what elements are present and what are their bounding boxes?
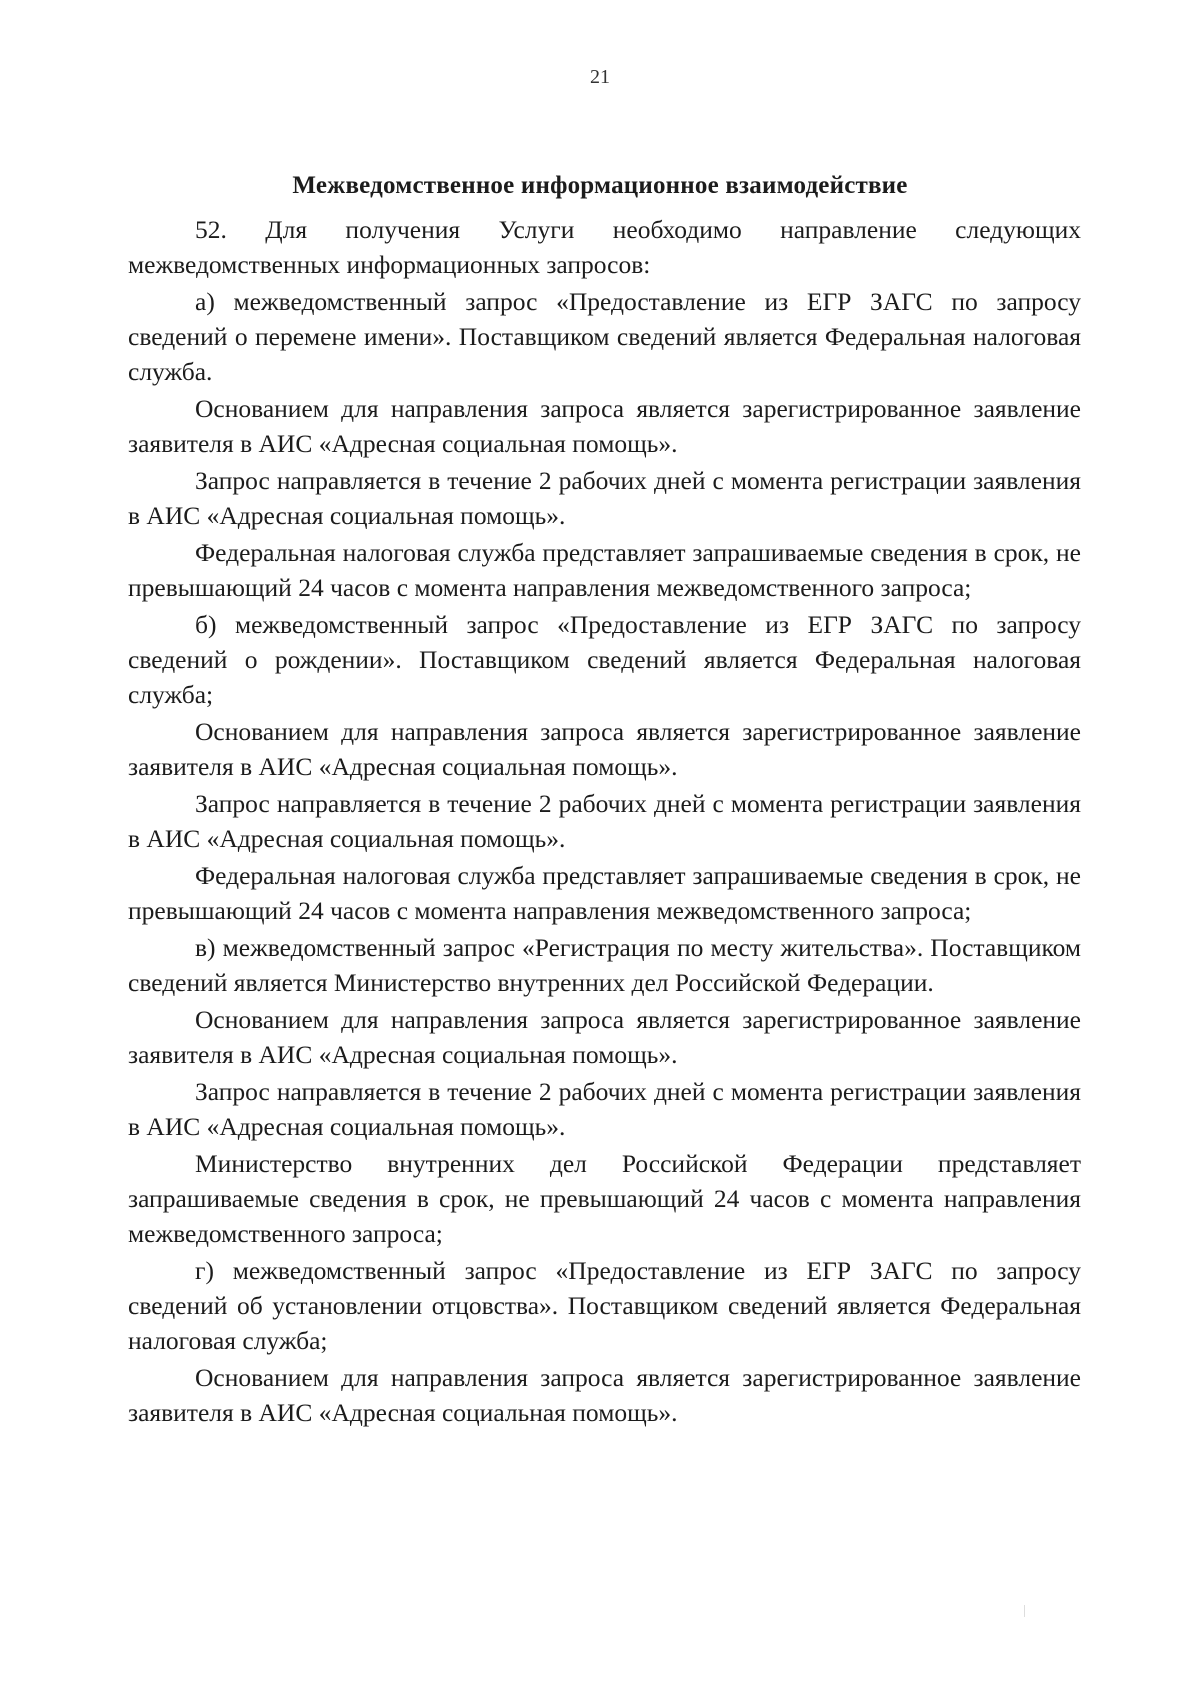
paragraph: Основанием для направления запроса является зарегистрированное заявление заявителя в АИС «Адресная социальная помощь». <box>128 717 1081 781</box>
page-number: 21 <box>590 66 610 88</box>
paragraph: Министерство внутренних дел Российской Федерации представляет запрашиваемые сведения в срок, не превышающий 24 часов с момента направления межведомственного запроса; <box>128 1149 1081 1248</box>
section-heading: Межведомственное информационное взаимодействие <box>292 172 908 199</box>
paragraph: б) межведомственный запрос «Предоставление из ЕГР ЗАГС по запросу сведений о рождении». Поставщиком сведений является Федеральная налоговая служба; <box>128 610 1081 709</box>
paragraph: Основанием для направления запроса является зарегистрированное заявление заявителя в АИС «Адресная социальная помощь». <box>128 394 1081 458</box>
scan-artifact <box>1024 1605 1025 1617</box>
paragraph: Федеральная налоговая служба представляет запрашиваемые сведения в срок, не превышающий 24 часов с момента направления межведомственного запроса; <box>128 538 1081 602</box>
paragraph: Запрос направляется в течение 2 рабочих дней с момента регистрации заявления в АИС «Адресная социальная помощь». <box>128 789 1081 853</box>
paragraph: Запрос направляется в течение 2 рабочих дней с момента регистрации заявления в АИС «Адресная социальная помощь». <box>128 1077 1081 1141</box>
paragraph: в) межведомственный запрос «Регистрация по месту жительства». Поставщиком сведений является Министерство внутренних дел Российской Федерации. <box>128 933 1081 997</box>
document-body <box>128 212 1081 1430</box>
paragraph: Основанием для направления запроса является зарегистрированное заявление заявителя в АИС «Адресная социальная помощь». <box>128 1005 1081 1069</box>
paragraph: Федеральная налоговая служба представляет запрашиваемые сведения в срок, не превышающий 24 часов с момента направления межведомственного запроса; <box>128 861 1081 925</box>
paragraph: 52. Для получения Услуги необходимо направление следующих межведомственных информационных запросов: <box>128 215 1081 279</box>
paragraph: а) межведомственный запрос «Предоставление из ЕГР ЗАГС по запросу сведений о перемене имени». Поставщиком сведений является Федеральная налоговая служба. <box>128 287 1081 386</box>
paragraph: Запрос направляется в течение 2 рабочих дней с момента регистрации заявления в АИС «Адресная социальная помощь». <box>128 466 1081 530</box>
paragraph: г) межведомственный запрос «Предоставление из ЕГР ЗАГС по запросу сведений об установлении отцовства». Поставщиком сведений является Федеральная налоговая служба; <box>128 1256 1081 1355</box>
paragraph: Основанием для направления запроса является зарегистрированное заявление заявителя в АИС «Адресная социальная помощь». <box>128 1363 1081 1427</box>
